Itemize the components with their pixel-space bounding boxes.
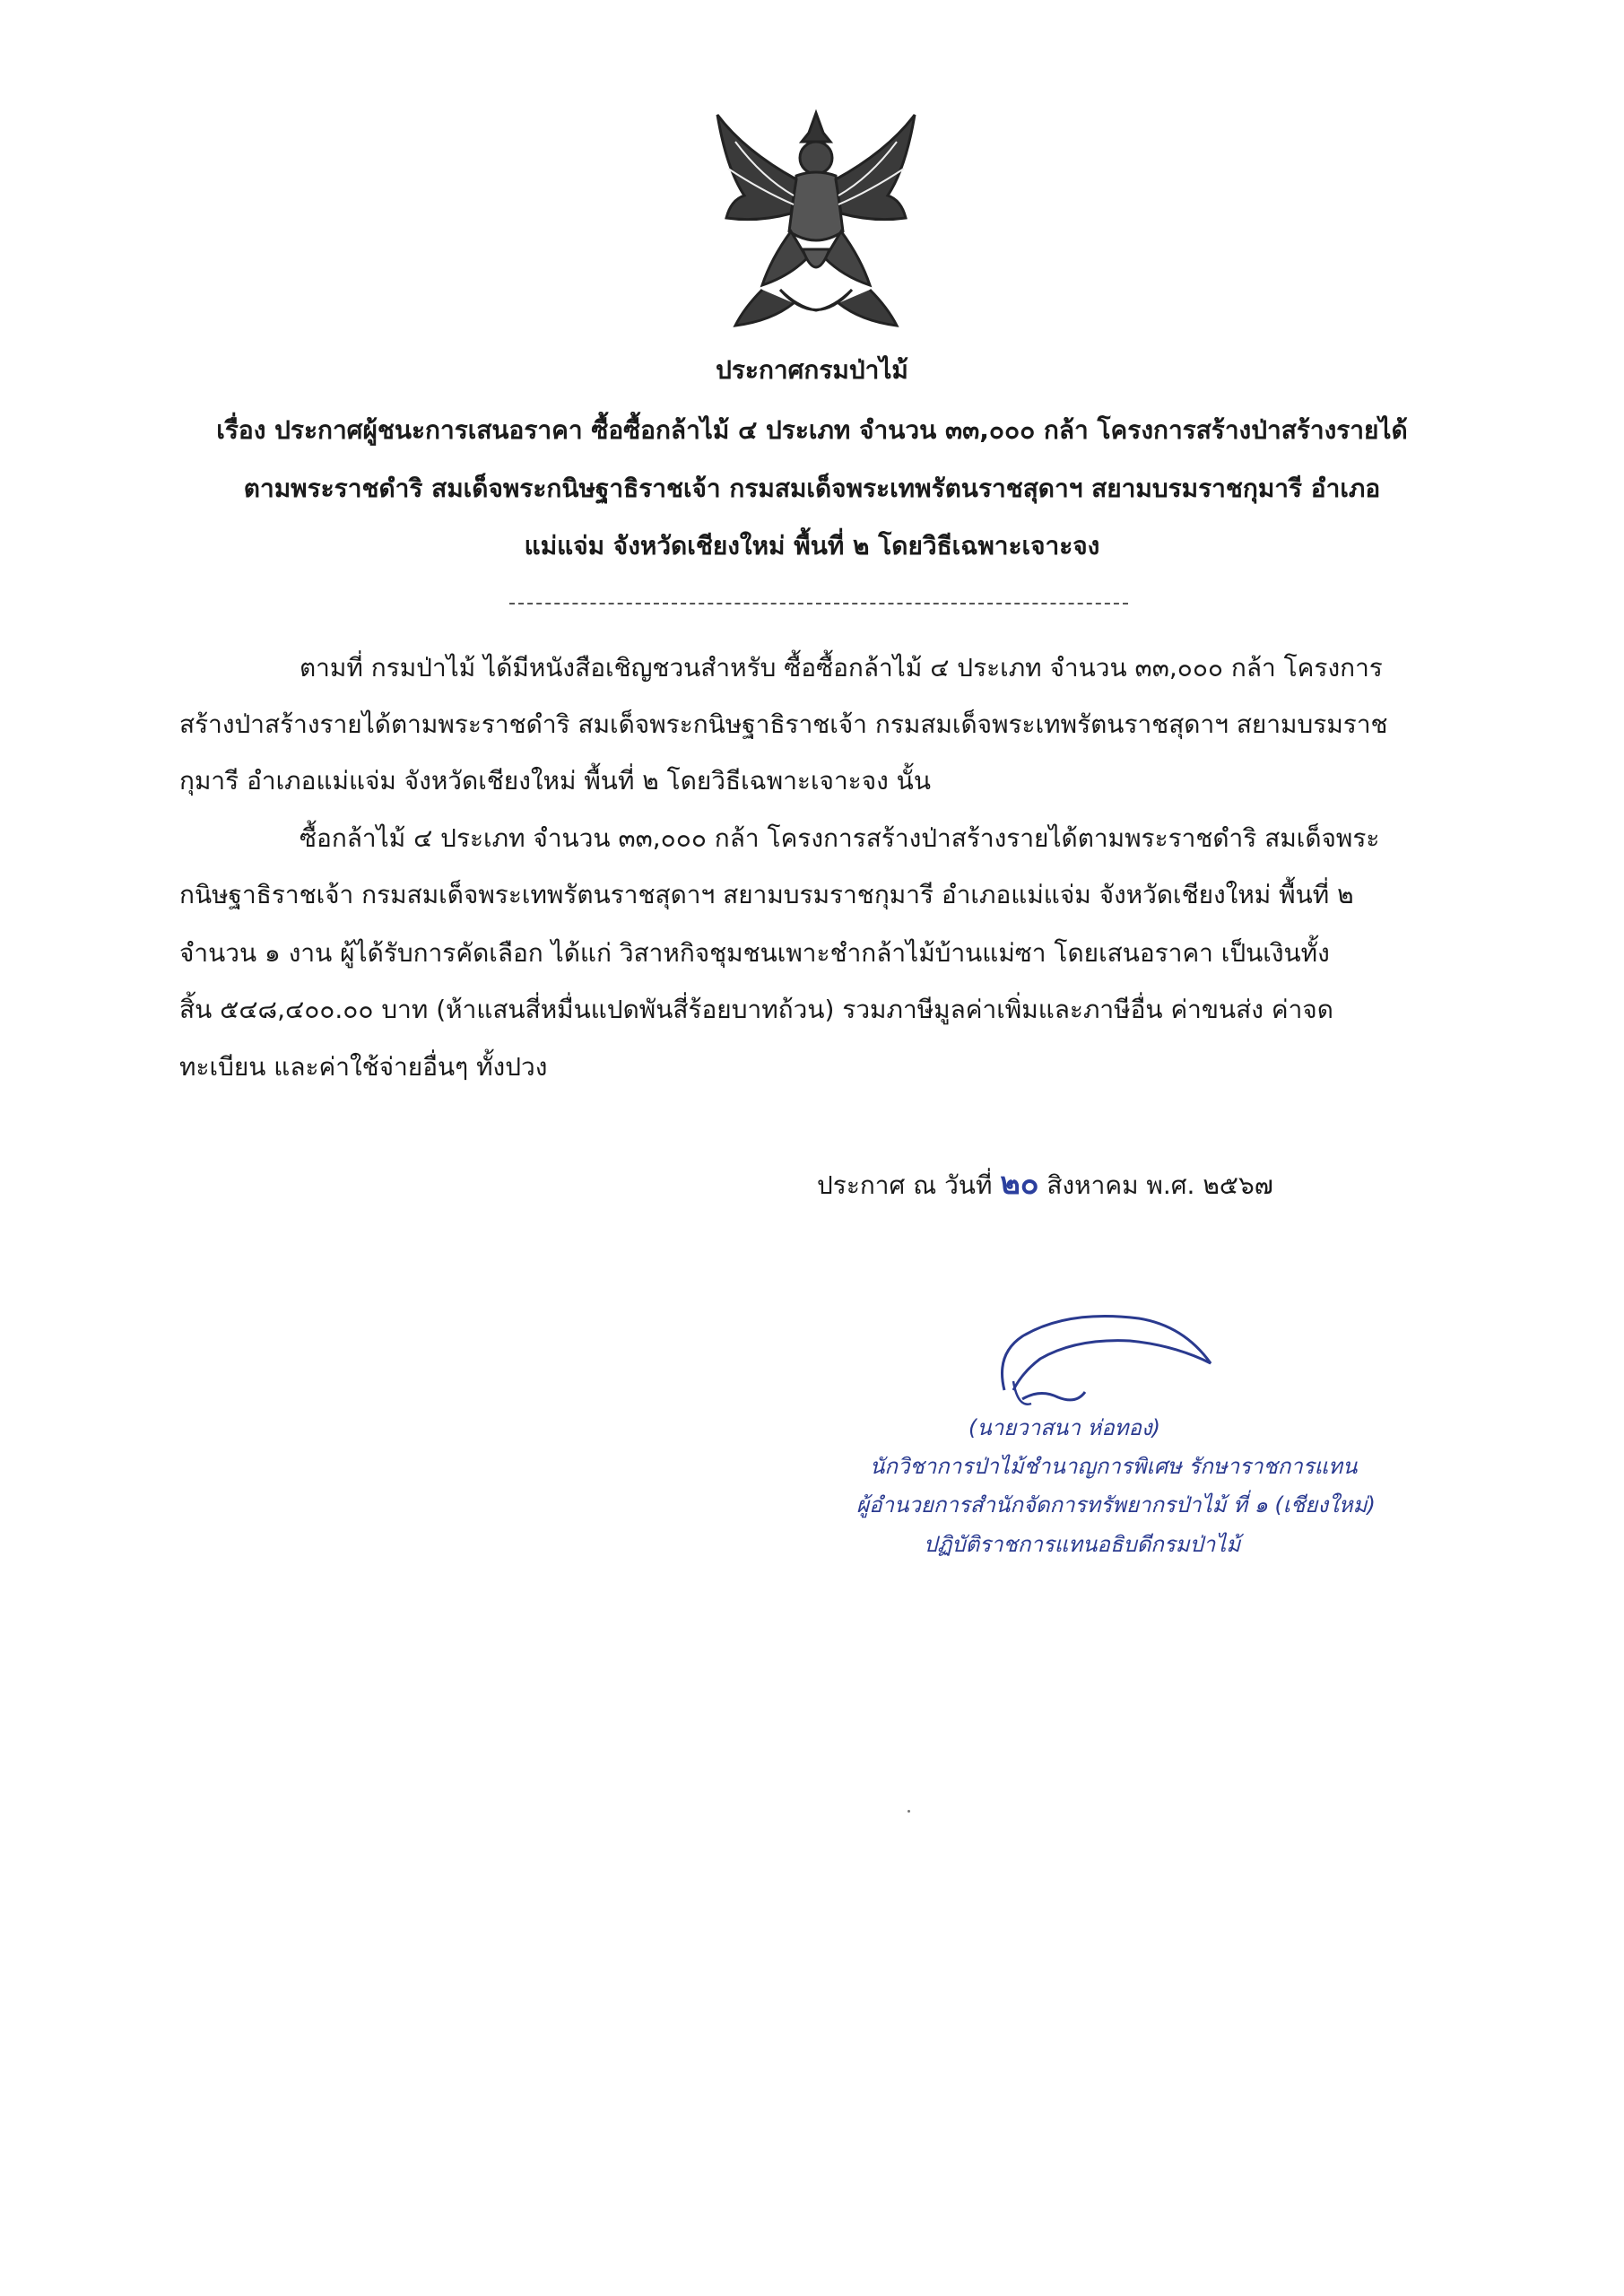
agency-heading: ประกาศกรมป่าไม้ [716, 355, 908, 385]
paragraph-2-line-1: ซื้อกล้าไม้ ๔ ประเภท จำนวน ๓๓,๐๐๐ กล้า โครงการสร้างป่าสร้างรายได้ตามพระราชดำริ สมเด็จพระ [300, 823, 1380, 853]
paragraph-2-line-2: กนิษฐาธิราชเจ้า กรมสมเด็จพระเทพรัตนราชสุดาฯ สยามบรมราชกุมารี อำเภอแม่แจ่ม จังหวัดเชียงใหม่ พื้นที่ ๒ [179, 880, 1354, 909]
signatory-name: (นายวาสนา ห่อทอง) [968, 1415, 1160, 1440]
subject-line-3: แม่แจ่ม จังหวัดเชียงใหม่ พื้นที่ ๒ โดยวิธีเฉพาะเจาะจง [524, 531, 1100, 561]
date-prefix: ประกาศ ณ วันที่ [817, 1170, 993, 1200]
paragraph-2-line-3: จำนวน ๑ งาน ผู้ได้รับการคัดเลือก ได้แก่ วิสาหกิจชุมชนเพาะชำกล้าไม้บ้านแม่ซา โดยเสนอราคา เป็นเงินทั้ง [179, 938, 1330, 968]
garuda-emblem-icon [708, 106, 924, 335]
subject-line-2: ตามพระราชดำริ สมเด็จพระกนิษฐาธิราชเจ้า กรมสมเด็จพระเทพรัตนราชสุดาฯ สยามบรมราชกุมารี อำเภอ [243, 474, 1381, 503]
date-suffix: สิงหาคม พ.ศ. ๒๕๖๗ [1046, 1170, 1273, 1200]
signatory-title-1: นักวิชาการป่าไม้ชำนาญการพิเศษ รักษาราชการแทน [870, 1454, 1358, 1479]
separator-line [509, 603, 1128, 604]
paragraph-1-line-3: กุมารี อำเภอแม่แจ่ม จังหวัดเชียงใหม่ พื้นที่ ๒ โดยวิธีเฉพาะเจาะจง นั้น [179, 766, 931, 796]
signatory-title-2: ผู้อำนวยการสำนักจัดการทรัพยากรป่าไม้ ที่ ๑ (เชียงใหม่) [856, 1492, 1376, 1518]
paragraph-1-line-1: ตามที่ กรมป่าไม้ ได้มีหนังสือเชิญชวนสำหรับ ซื้อซื้อกล้าไม้ ๔ ประเภท จำนวน ๓๓,๐๐๐ กล้า โครงการ [300, 653, 1383, 683]
paragraph-2-line-5: ทะเบียน และค่าใช้จ่ายอื่นๆ ทั้งปวง [179, 1052, 548, 1082]
date-day: ๒๐ [1000, 1166, 1039, 1202]
scan-speck [908, 1810, 910, 1813]
paragraph-1-line-2: สร้างป่าสร้างรายได้ตามพระราชดำริ สมเด็จพระกนิษฐาธิราชเจ้า กรมสมเด็จพระเทพรัตนราชสุดาฯ สยามบรมราช [179, 709, 1388, 739]
subject-line-1: เรื่อง ประกาศผู้ชนะการเสนอราคา ซื้อซื้อกล้าไม้ ๔ ประเภท จำนวน ๓๓,๐๐๐ กล้า โครงการสร้างป่าสร้างรายได้ [216, 415, 1408, 445]
handwritten-signature [986, 1292, 1220, 1417]
announcement-date [817, 1168, 1273, 1202]
paragraph-2-line-4: สิ้น ๕๔๘,๔๐๐.๐๐ บาท (ห้าแสนสี่หมื่นแปดพันสี่ร้อยบาทถ้วน) รวมภาษีมูลค่าเพิ่มและภาษีอื่น ค่าขนส่ง ค่าจด [179, 995, 1333, 1024]
signatory-title-3: ปฏิบัติราชการแทนอธิบดีกรมป่าไม้ [924, 1532, 1241, 1557]
